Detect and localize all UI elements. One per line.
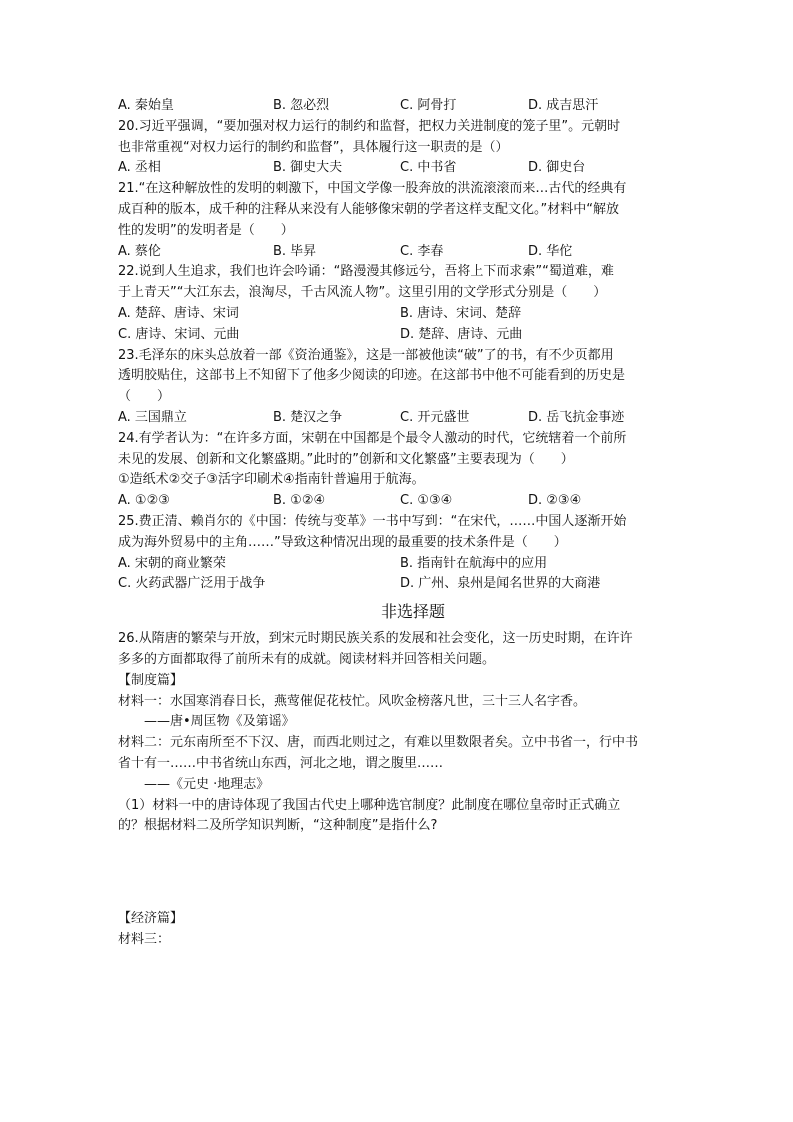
q25-option-b[interactable]: B. 指南针在航海中的应用 [400,555,548,571]
q20-option-b[interactable]: B. 御史大夫 [273,160,343,176]
q25-option-c[interactable]: C. 火药武器广泛用于战争 [118,576,266,592]
q25-option-a[interactable]: A. 宋朝的商业繁荣 [118,555,226,571]
q24-option-c[interactable]: C. ①③④ [400,493,453,509]
q24-options [118,491,678,512]
q25-option-d[interactable]: D. 广州、泉州是闻名世界的大商港 [400,576,601,592]
q20-option-d[interactable]: D. 御史台 [528,160,586,176]
q21-option-d[interactable]: D. 华佗 [528,243,573,259]
q26-material-2-line-1: 材料二：元东南所至不下汉、唐，而西北则过之，有难以里数限者矣。立中书省一，行中书 [118,735,639,751]
q26-question-1-line-1: （1）材料一中的唐诗体现了我国古代史上哪种选官制度？此制度在哪位皇帝时正式确立 [118,797,621,813]
q22-options-cd [118,325,678,346]
q21-stem-line-1: 21.“在这种解放性的发明的刺激下，中国文学像一股奔放的洪流滚滚而来…古代的经典有 [118,181,627,197]
q24-option-d[interactable]: D. ②③④ [528,493,582,509]
q22-stem-line-1: 22.说到人生追求，我们也许会吟诵：“路漫漫其修远兮，吾将上下而求索”“蜀道难，难 [118,264,614,280]
q19-options [118,96,678,117]
q26-heading-economy: 【经济篇】 [118,911,184,927]
q22-option-d[interactable]: D. 楚辞、唐诗、元曲 [400,326,523,342]
q26-material-2-line-2: 省十有一……中书省统山东西，河北之地，谓之腹里…… [118,755,444,771]
q23-option-d[interactable]: D. 岳飞抗金事迹 [528,409,625,425]
q23-option-c[interactable]: C. 开元盛世 [400,409,470,425]
q24-stem-line-2: 未见的发展、创新和文化繁盛期。”此时的”创新和文化繁盛”主要表现为（ ） [118,451,574,467]
q22-option-a[interactable]: A. 楚辞、唐诗、宋词 [118,305,239,321]
q21-stem-line-2: 成百种的版本，成千种的注释从来没有人能够像宋朝的学者这样支配文化。”材料中“解放 [118,201,619,217]
q25-options-cd [118,574,678,595]
q26-heading-system: 【制度篇】 [118,672,184,688]
q19-option-b[interactable]: B. 忽必烈 [273,98,330,113]
q26-material-1: 材料一：水国寒消春日长，燕莺催促花枝忙。风吹金榜落凡世，三十三人名字香。 [118,693,587,709]
q19-option-a[interactable]: A. 秦始皇 [118,98,174,113]
q25-stem-line-2: 成为海外贸易中的主角……”导致这种情况出现的最重要的技术条件是（ ） [118,534,567,550]
q23-options [118,408,678,429]
q26-material-1-source: ——唐•周匡物《及第谣》 [118,714,295,730]
q20-stem-line-1: 20.习近平强调，“要加强对权力运行的制约和监督，把权力关进制度的笼子里”。元朝时 [118,118,621,134]
exam-page [118,96,678,951]
q23-stem-line-2: 透明胶贴住，这部书上不知留下了他多少阅读的印迹。在这部书中他不可能看到的历史是 [118,368,626,384]
q26-question-1-line-2: 的？根据材料二及所学知识判断，“这种制度”是指什么? [118,818,438,834]
q21-option-c[interactable]: C. 李春 [400,243,444,259]
q22-options-ab [118,304,678,325]
q26-material-3-label: 材料三： [118,931,171,947]
q20-stem-line-2: 也非常重视“对权力运行的制约和监督”，具体履行这一职责的是（） [118,139,509,155]
section-title: 非选择题 [380,602,445,622]
q19-option-c[interactable]: C. 阿骨打 [400,98,457,113]
q22-option-c[interactable]: C. 唐诗、宋词、元曲 [118,326,240,342]
q24-stem-line-1: 24.有学者认为：“在许多方面，宋朝在中国都是个最令人激动的时代，它统辖着一个前所 [118,430,627,446]
q22-option-b[interactable]: B. 唐诗、宋词、楚辞 [400,305,522,321]
q26-line-1: 26.从隋唐的繁荣与开放，到宋元时期民族关系的发展和社会变化，这一历史时期，在许许 [118,631,633,647]
q21-option-a[interactable]: A. 蔡伦 [118,243,161,259]
q20-option-a[interactable]: A. 丞相 [118,160,161,176]
q19-option-d[interactable]: D. 成吉思汗 [528,98,599,113]
q23-option-b[interactable]: B. 楚汉之争 [273,409,343,425]
q24-option-a[interactable]: A. ①②③ [118,493,170,509]
q26-line-2: 多多的方面都取得了前所未有的成就。阅读材料并回答相关问题。 [118,651,496,667]
q23-stem-line-3: （ ） [118,389,171,405]
q25-stem-line-1: 25.费正清、赖肖尔的《中国：传统与变革》一书中写到：“在宋代，……中国人逐渐开始 [118,513,627,529]
q20-option-c[interactable]: C. 中书省 [400,160,457,176]
q22-stem-line-2: 于上青天”“大江东去，浪淘尽，千古风流人物”。这里引用的文学形式分别是（ ） [118,285,607,301]
q26-material-2-source: ——《元史 ·地理志》 [118,776,270,792]
q21-options [118,242,678,263]
q21-stem-line-3: 性的发明”的发明者是（ ） [118,222,294,238]
q24-stem-line-3: ①造纸术②交子③活字印刷术④指南针普遍用于航海。 [118,472,425,488]
q21-option-b[interactable]: B. 毕昇 [273,243,317,259]
q23-option-a[interactable]: A. 三国鼎立 [118,409,187,425]
q24-option-b[interactable]: B. ①②④ [273,493,326,509]
q25-options-ab [118,554,678,575]
q23-stem-line-1: 23.毛泽东的床头总放着一部《资治通鉴》，这是一部被他读“破”了的书，有不少页都用 [118,347,614,363]
answer-space[interactable] [118,837,678,909]
q20-options [118,158,678,179]
